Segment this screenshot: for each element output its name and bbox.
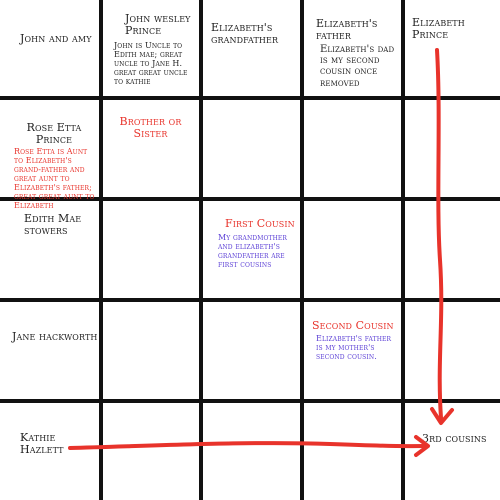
cell-elizabeths-grandfather: Elizabeth's grandfather (211, 21, 279, 47)
cell-elizabeth-prince: Elizabeth Prince (412, 16, 465, 42)
grid-line-v2 (199, 0, 203, 500)
note-john-wesley: John is Uncle to Edith mae; great uncle to Jane H. great great uncle to kathie (114, 41, 188, 86)
cell-rose-etta-prince: Rose Etta Prince (26, 121, 82, 147)
label-brother-or-sister: Brother or Sister (119, 115, 182, 141)
cell-kathie-hazlett: Kathie Hazlett (20, 431, 64, 457)
cell-edith-mae-stowers: Edith Mae stowers (24, 212, 82, 238)
note-second-cousin: Elizabeth's father is my mother's second cousin. (316, 334, 392, 361)
grid-line-h3 (0, 298, 500, 302)
grid-line-h1 (0, 96, 500, 100)
cell-jane-hackworth: Jane hackworth (12, 330, 98, 343)
label-third-cousins: 3rd cousins (422, 432, 487, 445)
grid-line-h4 (0, 399, 500, 403)
cell-john-and-amy: John and amy (20, 32, 92, 45)
note-elizabeths-father: Elizabeth's dad is my second cousin once removed (320, 44, 395, 89)
grid-line-v3 (300, 0, 304, 500)
note-first-cousin: My grandmother and elizabeth's grandfather are first cousins (218, 233, 287, 269)
grid-line-v4 (401, 0, 405, 500)
cell-elizabeths-father: Elizabeth's father (316, 17, 378, 43)
label-second-cousin: Second Cousin (312, 319, 394, 332)
grid-line-v1 (99, 0, 103, 500)
label-first-cousin: First Cousin (225, 217, 295, 230)
note-rose-etta: Rose Etta is Aunt to Elizabeth's grand-father and great aunt to Elizabeth's father; great great aunt to Elizabeth (14, 147, 95, 210)
cell-john-wesley-prince: John wesley Prince (125, 12, 191, 38)
